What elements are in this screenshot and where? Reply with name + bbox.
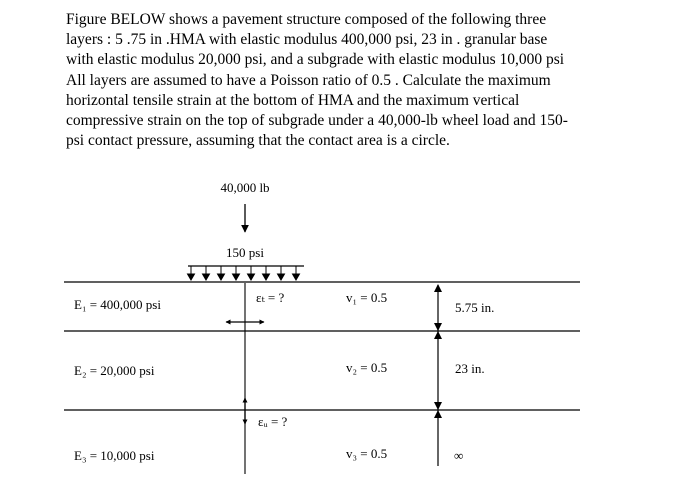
layer-1-thickness: 5.75 in.	[455, 300, 495, 315]
horizontal-strain-label: εₜ = ?	[256, 290, 285, 305]
problem-line: psi contact pressure, assuming that the contact area is a circle.	[66, 132, 450, 150]
dimension-arrowhead	[434, 323, 442, 331]
layer-1-modulus: E₁ = 400,000 psi	[74, 297, 161, 312]
layer-3-thickness: ∞	[454, 448, 464, 463]
layer-2-thickness: 23 in.	[455, 361, 485, 376]
layer-2-modulus: E₂ = 20,000 psi	[74, 363, 155, 378]
layer-3-modulus: E₃ = 10,000 psi	[74, 448, 155, 463]
problem-line: layers : 5 .75 in .HMA with elastic modulus 400,000 psi, 23 in . granular base	[66, 31, 548, 49]
dimension-arrowhead	[434, 410, 442, 418]
pressure-arrows	[188, 266, 300, 280]
problem-line: horizontal tensile strain at the bottom of HMA and the maximum vertical	[66, 91, 520, 109]
vertical-strain-label: εᵤ = ?	[258, 414, 288, 429]
dimension-arrowhead	[434, 284, 442, 292]
wheel-load-label: 40,000 lb	[220, 180, 270, 195]
problem-line: All layers are assumed to have a Poisson ratio of 0.5 . Calculate the maximum	[66, 71, 551, 89]
problem-line: compressive strain on the top of subgrade under a 40,000-lb wheel load and 150-	[66, 112, 568, 130]
contact-pressure-label: 150 psi	[226, 245, 264, 260]
layer-2-poisson: v₂ = 0.5	[346, 360, 388, 375]
problem-line: with elastic modulus 20,000 psi, and a subgrade with elastic modulus 10,000 psi	[66, 51, 565, 69]
problem-line: Figure BELOW shows a pavement structure composed of the following three	[66, 11, 547, 28]
dimension-arrowhead	[434, 331, 442, 339]
dimension-arrowhead	[434, 402, 442, 410]
layer-3-poisson: v₃ = 0.5	[346, 446, 388, 461]
layer-1-poisson: v₁ = 0.5	[346, 290, 388, 305]
